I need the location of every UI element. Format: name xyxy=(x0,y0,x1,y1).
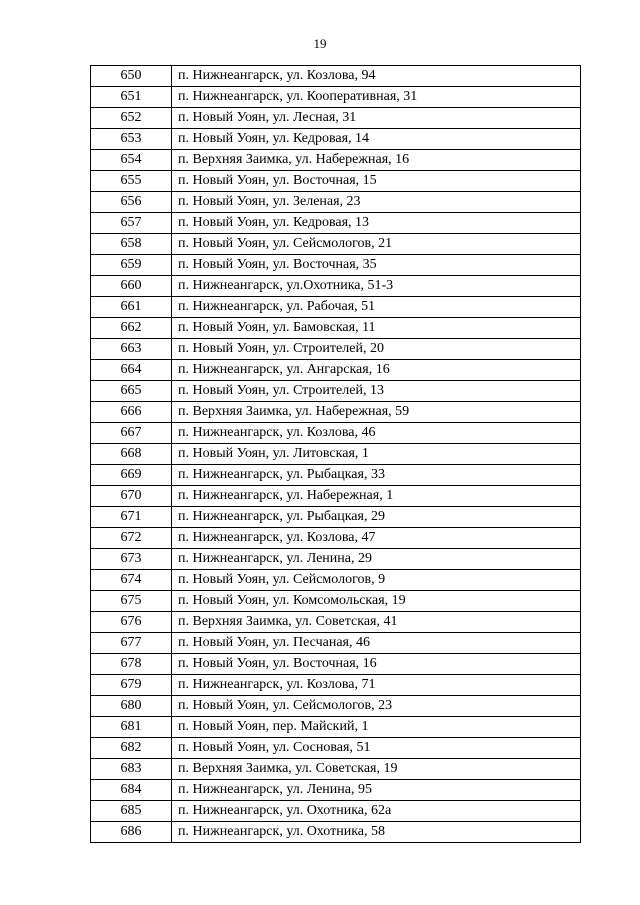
table-row xyxy=(91,108,581,129)
table-row xyxy=(91,360,581,381)
table-row xyxy=(91,192,581,213)
address-cell: п. Новый Уоян, ул. Кедровая, 13 xyxy=(172,213,581,234)
address-cell: п. Новый Уоян, ул. Строителей, 13 xyxy=(172,381,581,402)
row-number-cell: 677 xyxy=(91,633,172,654)
table-row xyxy=(91,276,581,297)
table-row xyxy=(91,612,581,633)
row-number-cell: 667 xyxy=(91,423,172,444)
table-row xyxy=(91,66,581,87)
table-row xyxy=(91,150,581,171)
address-cell: п. Нижнеангарск, ул. Ленина, 95 xyxy=(172,780,581,801)
row-number-cell: 683 xyxy=(91,759,172,780)
table-row xyxy=(91,129,581,150)
table-row xyxy=(91,402,581,423)
row-number-cell: 657 xyxy=(91,213,172,234)
address-cell: п. Новый Уоян, ул. Восточная, 16 xyxy=(172,654,581,675)
address-table-body xyxy=(91,66,581,843)
table-row xyxy=(91,444,581,465)
row-number-cell: 685 xyxy=(91,801,172,822)
row-number-cell: 675 xyxy=(91,591,172,612)
table-row xyxy=(91,549,581,570)
address-cell: п. Верхняя Заимка, ул. Советская, 41 xyxy=(172,612,581,633)
row-number-cell: 680 xyxy=(91,696,172,717)
address-cell: п. Новый Уоян, ул. Сосновая, 51 xyxy=(172,738,581,759)
address-cell: п. Нижнеангарск, ул. Ангарская, 16 xyxy=(172,360,581,381)
page-number: 19 xyxy=(313,36,327,51)
row-number-cell: 678 xyxy=(91,654,172,675)
row-number-cell: 674 xyxy=(91,570,172,591)
row-number-cell: 658 xyxy=(91,234,172,255)
address-cell: п. Нижнеангарск, ул. Рыбацкая, 33 xyxy=(172,465,581,486)
address-cell: п. Нижнеангарск, ул. Кооперативная, 31 xyxy=(172,87,581,108)
table-row xyxy=(91,801,581,822)
address-cell: п. Новый Уоян, ул. Песчаная, 46 xyxy=(172,633,581,654)
table-row xyxy=(91,213,581,234)
table-row xyxy=(91,675,581,696)
row-number-cell: 679 xyxy=(91,675,172,696)
table-row xyxy=(91,654,581,675)
row-number-cell: 676 xyxy=(91,612,172,633)
table-row xyxy=(91,591,581,612)
address-cell: п. Нижнеангарск, ул. Козлова, 94 xyxy=(172,66,581,87)
row-number-cell: 660 xyxy=(91,276,172,297)
row-number-cell: 664 xyxy=(91,360,172,381)
row-number-cell: 650 xyxy=(91,66,172,87)
address-cell: п. Нижнеангарск, ул. Ленина, 29 xyxy=(172,549,581,570)
address-cell: п. Нижнеангарск, ул. Козлова, 47 xyxy=(172,528,581,549)
row-number-cell: 670 xyxy=(91,486,172,507)
table-row xyxy=(91,318,581,339)
row-number-cell: 681 xyxy=(91,717,172,738)
table-row xyxy=(91,423,581,444)
table-row xyxy=(91,759,581,780)
address-cell: п. Нижнеангарск, ул. Охотника, 62а xyxy=(172,801,581,822)
table-row xyxy=(91,717,581,738)
row-number-cell: 659 xyxy=(91,255,172,276)
address-cell: п. Новый Уоян, ул. Восточная, 15 xyxy=(172,171,581,192)
address-cell: п. Новый Уоян, ул. Сейсмологов, 21 xyxy=(172,234,581,255)
address-cell: п. Нижнеангарск, ул. Рабочая, 51 xyxy=(172,297,581,318)
address-cell: п. Нижнеангарск, ул. Козлова, 46 xyxy=(172,423,581,444)
address-cell: п. Новый Уоян, ул. Литовская, 1 xyxy=(172,444,581,465)
address-cell: п. Верхняя Заимка, ул. Набережная, 59 xyxy=(172,402,581,423)
row-number-cell: 656 xyxy=(91,192,172,213)
table-row xyxy=(91,507,581,528)
row-number-cell: 654 xyxy=(91,150,172,171)
address-cell: п. Новый Уоян, ул. Кедровая, 14 xyxy=(172,129,581,150)
table-row xyxy=(91,234,581,255)
table-row xyxy=(91,528,581,549)
row-number-cell: 653 xyxy=(91,129,172,150)
row-number-cell: 686 xyxy=(91,822,172,843)
row-number-cell: 661 xyxy=(91,297,172,318)
address-cell: п. Нижнеангарск, ул. Охотника, 58 xyxy=(172,822,581,843)
address-cell: п. Новый Уоян, ул. Восточная, 35 xyxy=(172,255,581,276)
table-row xyxy=(91,822,581,843)
address-cell: п. Новый Уоян, ул. Зеленая, 23 xyxy=(172,192,581,213)
row-number-cell: 663 xyxy=(91,339,172,360)
table-row xyxy=(91,570,581,591)
table-row xyxy=(91,171,581,192)
table-row xyxy=(91,633,581,654)
table-row xyxy=(91,465,581,486)
address-cell: п. Нижнеангарск, ул. Козлова, 71 xyxy=(172,675,581,696)
row-number-cell: 651 xyxy=(91,87,172,108)
address-cell: п. Верхняя Заимка, ул. Советская, 19 xyxy=(172,759,581,780)
address-table xyxy=(90,65,581,843)
row-number-cell: 672 xyxy=(91,528,172,549)
table-row xyxy=(91,255,581,276)
table-row xyxy=(91,486,581,507)
row-number-cell: 662 xyxy=(91,318,172,339)
row-number-cell: 673 xyxy=(91,549,172,570)
table-row xyxy=(91,297,581,318)
address-cell: п. Нижнеангарск, ул.Охотника, 51-3 xyxy=(172,276,581,297)
row-number-cell: 668 xyxy=(91,444,172,465)
address-cell: п. Нижнеангарск, ул. Рыбацкая, 29 xyxy=(172,507,581,528)
address-cell: п. Нижнеангарск, ул. Набережная, 1 xyxy=(172,486,581,507)
address-cell: п. Новый Уоян, ул. Лесная, 31 xyxy=(172,108,581,129)
row-number-cell: 655 xyxy=(91,171,172,192)
table-row xyxy=(91,87,581,108)
address-cell: п. Верхняя Заимка, ул. Набережная, 16 xyxy=(172,150,581,171)
row-number-cell: 682 xyxy=(91,738,172,759)
row-number-cell: 684 xyxy=(91,780,172,801)
address-cell: п. Новый Уоян, ул. Комсомольская, 19 xyxy=(172,591,581,612)
address-cell: п. Новый Уоян, пер. Майский, 1 xyxy=(172,717,581,738)
row-number-cell: 652 xyxy=(91,108,172,129)
table-row xyxy=(91,780,581,801)
row-number-cell: 666 xyxy=(91,402,172,423)
table-row xyxy=(91,381,581,402)
row-number-cell: 669 xyxy=(91,465,172,486)
table-row xyxy=(91,738,581,759)
address-cell: п. Новый Уоян, ул. Сейсмологов, 9 xyxy=(172,570,581,591)
row-number-cell: 671 xyxy=(91,507,172,528)
table-row xyxy=(91,339,581,360)
address-cell: п. Новый Уоян, ул. Сейсмологов, 23 xyxy=(172,696,581,717)
address-cell: п. Новый Уоян, ул. Бамовская, 11 xyxy=(172,318,581,339)
row-number-cell: 665 xyxy=(91,381,172,402)
table-row xyxy=(91,696,581,717)
address-cell: п. Новый Уоян, ул. Строителей, 20 xyxy=(172,339,581,360)
